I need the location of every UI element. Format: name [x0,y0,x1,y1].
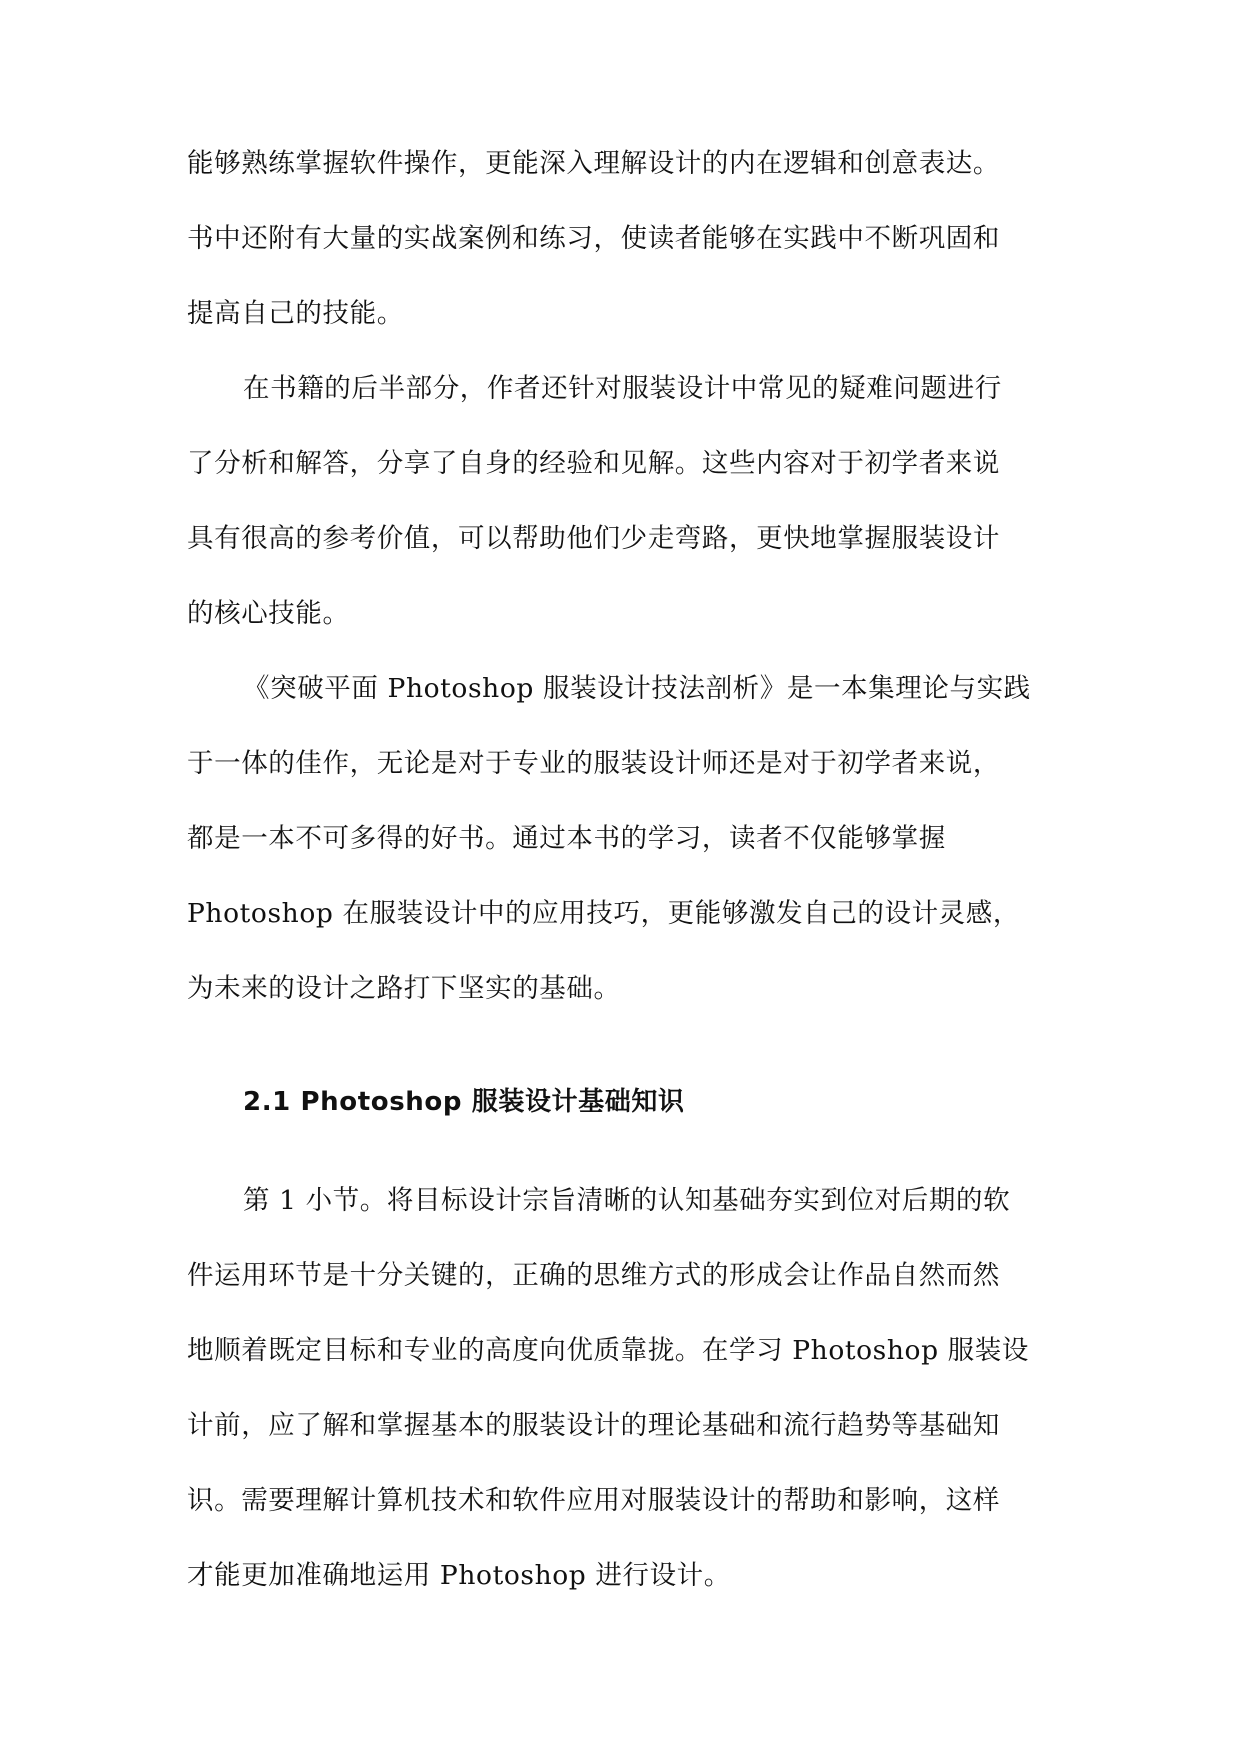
body-text-section [187,1163,1055,1613]
section-paragraph-line-5: 识。需要理解计算机技术和软件应用对服装设计的帮助和影响，这样 [187,1485,1000,1516]
paragraph-3-line-5: 为未来的设计之路打下坚实的基础。 [187,973,621,1004]
paragraph-2-line-3: 具有很高的参考价值，可以帮助他们少走弯路，更快地掌握服装设计 [187,523,1000,554]
paragraph-1-line-1: 能够熟练掌握软件操作，更能深入理解设计的内在逻辑和创意表达。 [187,148,1000,179]
section-paragraph-line-3: 地顺着既定目标和专业的高度向优质靠拢。在学习 Photoshop 服装设 [187,1335,1029,1366]
body-text-top [187,126,1055,1026]
paragraph-1-line-3: 提高自己的技能。 [187,298,404,329]
section-heading: 2.1 Photoshop 服装设计基础知识 [243,1087,685,1117]
paragraph-2-line-2: 了分析和解答，分享了自身的经验和见解。这些内容对于初学者来说 [187,448,1000,479]
section-paragraph-line-6: 才能更加准确地运用 Photoshop 进行设计。 [187,1560,731,1591]
paragraph-1-line-2: 书中还附有大量的实战案例和练习，使读者能够在实践中不断巩固和 [187,223,1000,254]
paragraph-3-line-1: 《突破平面 Photoshop 服装设计技法剖析》是一本集理论与实践 [243,673,1031,704]
paragraph-3-line-3: 都是一本不可多得的好书。通过本书的学习，读者不仅能够掌握 [187,823,946,854]
paragraph-3-line-2: 于一体的佳作，无论是对于专业的服装设计师还是对于初学者来说， [187,748,1000,779]
paragraph-3-line-4: Photoshop 在服装设计中的应用技巧，更能够激发自己的设计灵感， [187,898,1020,929]
paragraph-2-line-1: 在书籍的后半部分，作者还针对服装设计中常见的疑难问题进行 [243,373,1002,404]
paragraph-2-line-4: 的核心技能。 [187,598,350,629]
section-paragraph-line-1: 第 1 小节。将目标设计宗旨清晰的认知基础夯实到位对后期的软 [243,1185,1011,1216]
section-paragraph-line-4: 计前，应了解和掌握基本的服装设计的理论基础和流行趋势等基础知 [187,1410,1000,1441]
section-paragraph-line-2: 件运用环节是十分关键的，正确的思维方式的形成会让作品自然而然 [187,1260,1000,1291]
